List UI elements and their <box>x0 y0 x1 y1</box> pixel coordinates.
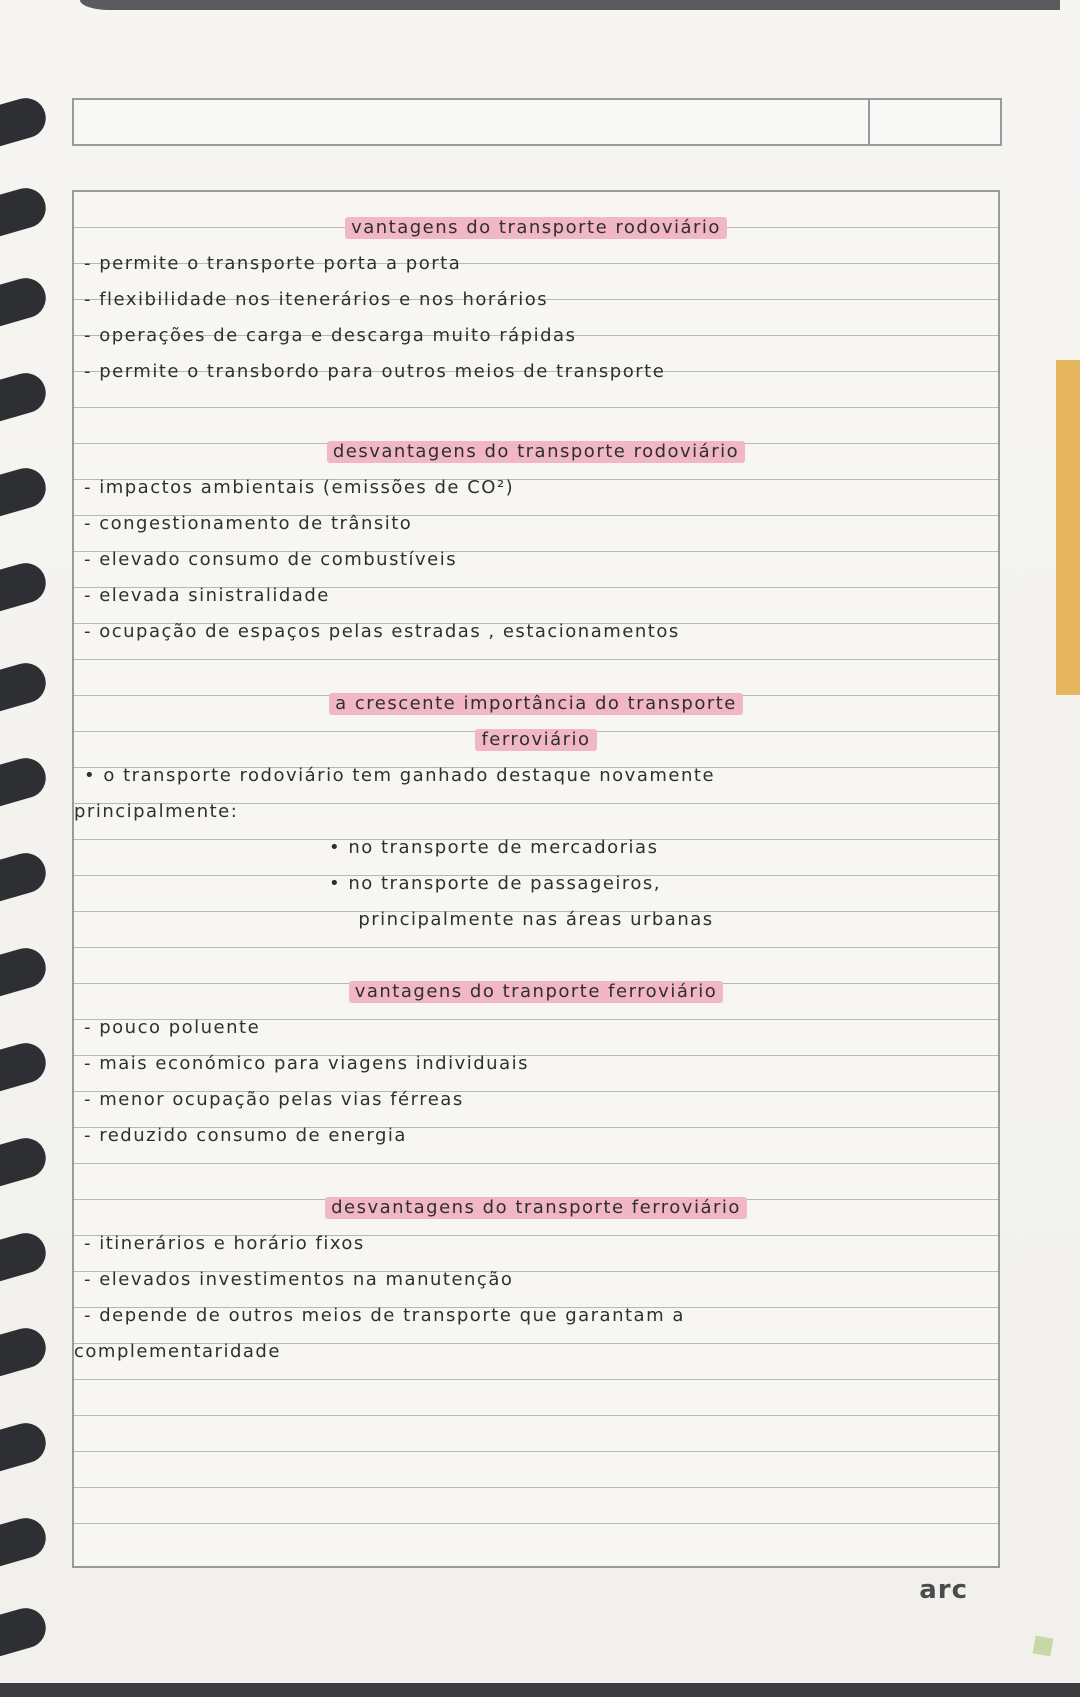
binder-ring-icon <box>0 558 50 611</box>
ruled-line <box>74 1415 998 1416</box>
section-heading <box>74 974 998 1010</box>
list-item: - depende de outros meios de transporte que garantam a <box>84 1305 685 1326</box>
brand-logo: arc <box>919 1575 968 1605</box>
section-heading <box>74 722 998 758</box>
binder-ring-icon <box>0 1603 50 1656</box>
list-item: - permite o transbordo para outros meios de transporte <box>84 361 666 382</box>
ruled-line <box>74 1487 998 1488</box>
list-item: - operações de carga e descarga muito rápidas <box>84 325 577 346</box>
binder-ring-icon <box>0 848 50 901</box>
list-item: - reduzido consumo de energia <box>84 1125 407 1146</box>
list-item: - impactos ambientais (emissões de CO²) <box>84 477 515 498</box>
header-box <box>72 98 1002 146</box>
binder-ring-icon <box>0 1513 50 1566</box>
list-item: - menor ocupação pelas vias férreas <box>84 1089 464 1110</box>
list-item: - congestionamento de trânsito <box>84 513 413 534</box>
heading-highlight: vantagens do tranporte ferroviário <box>349 981 724 1003</box>
corner-mark <box>1033 1636 1054 1657</box>
binder-ring-icon <box>0 1418 50 1471</box>
list-item: - pouco poluente <box>84 1017 261 1038</box>
binder-ring-icon <box>0 463 50 516</box>
section-heading <box>74 210 998 246</box>
section-heading <box>74 434 998 470</box>
binder-ring-icon <box>0 753 50 806</box>
binder-ring-icon <box>0 1228 50 1281</box>
list-item: • no transporte de passageiros, <box>329 873 662 894</box>
list-item: - ocupação de espaços pelas estradas , estacionamentos <box>84 621 680 642</box>
ruled-line <box>74 1523 998 1524</box>
side-tab <box>1056 360 1080 695</box>
list-item: • no transporte de mercadorias <box>329 837 659 858</box>
heading-highlight: desvantagens do transporte rodoviário <box>327 441 745 463</box>
ruled-line <box>74 1379 998 1380</box>
binder-ring-icon <box>0 1133 50 1186</box>
list-item: - mais económico para viagens individuais <box>84 1053 529 1074</box>
list-item: - elevado consumo de combustíveis <box>84 549 458 570</box>
list-item: • o transporte rodoviário tem ganhado destaque novamente <box>84 765 716 786</box>
binder-ring-icon <box>0 183 50 236</box>
binder-ring-icon <box>0 658 50 711</box>
list-item: - itinerários e horário fixos <box>84 1233 365 1254</box>
ruled-line <box>74 1451 998 1452</box>
binder-ring-icon <box>0 93 50 146</box>
binder-ring-icon <box>0 1323 50 1376</box>
ruled-line <box>74 947 998 948</box>
heading-highlight: vantagens do transporte rodoviário <box>345 217 727 239</box>
binder-ring-icon <box>0 1038 50 1091</box>
ruled-line <box>74 407 998 408</box>
binder-ring-icon <box>0 368 50 421</box>
binder-ring-icon <box>0 273 50 326</box>
heading-highlight: desvantagens do transporte ferroviário <box>325 1197 747 1219</box>
section-heading <box>74 1190 998 1226</box>
heading-highlight: ferroviário <box>475 729 596 751</box>
binder-ring-icon <box>0 943 50 996</box>
notes-area <box>72 190 1000 1568</box>
list-item: - elevada sinistralidade <box>84 585 330 606</box>
list-item: - elevados investimentos na manutenção <box>84 1269 514 1290</box>
list-item: complementaridade <box>74 1341 281 1362</box>
heading-highlight: a crescente importância do transporte <box>329 693 743 715</box>
list-item: principalmente: <box>74 801 239 822</box>
top-page-edge <box>80 0 1060 10</box>
section-heading <box>74 686 998 722</box>
list-item: - flexibilidade nos itenerários e nos horários <box>84 289 549 310</box>
list-item: - permite o transporte porta a porta <box>84 253 462 274</box>
ruled-line <box>74 1163 998 1164</box>
binder-rings <box>0 0 70 1697</box>
bottom-page-edge <box>0 1683 1080 1697</box>
header-divider <box>868 100 870 144</box>
ruled-line <box>74 659 998 660</box>
list-item: principalmente nas áreas urbanas <box>358 909 714 930</box>
